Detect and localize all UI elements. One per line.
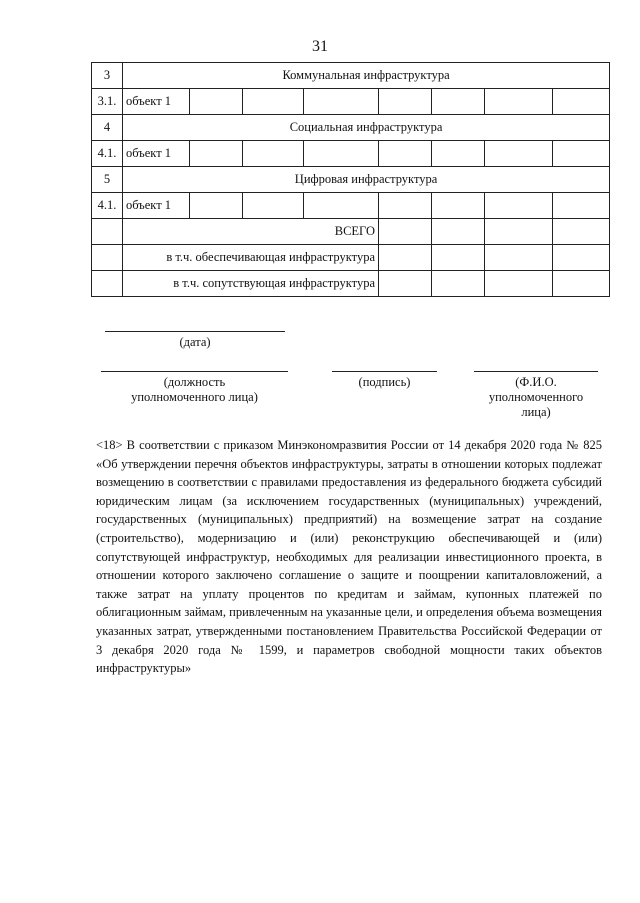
table-row-object bbox=[92, 193, 610, 219]
table-row-total bbox=[92, 219, 610, 245]
table-cell bbox=[304, 89, 379, 115]
footnote-18: <18> В соответствии с приказом Минэкономразвития России от 14 декабря 2020 года № 825 «Об утверждении перечня объектов инфраструктуры, затраты в отношении которых подлежат возмещению в соответствии с правилами предоставления из федерального бюджета субсидий юридическим лицам (за исключением государственных (муниципальных) учреждений, государственных (муниципальных) предприятий) на возмещение затрат на создание (строительство), модернизацию и (или) реконструкцию обеспечивающей и (или) сопутствующей инфраструктур, необходимых для реализации инвестиционного проекта, в отношении которого заключено соглашение о защите и поощрении капиталовложений, а также затрат на уплату процентов по кредитам и займам, купонных платежей по облигационным займам, привлеченным на указанные цели, и определения объема возмещения указанных затрат, утвержденными постановлением Правительства Российской Федерации от 3 декабря 2020 года № 1599, и параметров свободной мощности таких объектов инфраструктуры» bbox=[96, 438, 602, 676]
table-cell bbox=[432, 245, 485, 271]
table-cell bbox=[190, 141, 243, 167]
table-cell bbox=[432, 219, 485, 245]
table-cell bbox=[243, 193, 304, 219]
object-name: объект 1 bbox=[123, 89, 190, 115]
table-cell bbox=[485, 271, 553, 297]
table-cell bbox=[485, 245, 553, 271]
date-line bbox=[105, 331, 285, 332]
table-cell bbox=[379, 271, 432, 297]
section-title: Социальная инфраструктура bbox=[123, 115, 610, 141]
table-cell bbox=[304, 141, 379, 167]
table-row-object bbox=[92, 89, 610, 115]
accompanying-label: в т.ч. сопутствующая инфраструктура bbox=[123, 271, 379, 297]
row-number: 4.1. bbox=[92, 193, 123, 219]
signature-label: (подпись) bbox=[358, 375, 411, 389]
table-cell bbox=[379, 219, 432, 245]
table-cell bbox=[92, 219, 123, 245]
table-cell bbox=[485, 89, 553, 115]
fio-line bbox=[474, 371, 598, 372]
table-cell bbox=[485, 141, 553, 167]
table-row-supporting bbox=[92, 245, 610, 271]
object-name: объект 1 bbox=[123, 193, 190, 219]
fio-label: (Ф.И.О. уполномоченного лица) bbox=[488, 375, 584, 419]
position-label: (должность уполномоченного лица) bbox=[131, 375, 258, 404]
table-cell bbox=[432, 193, 485, 219]
table-cell bbox=[190, 89, 243, 115]
row-number: 5 bbox=[92, 167, 123, 193]
table-row-accompanying bbox=[92, 271, 610, 297]
table-row-section-5 bbox=[92, 167, 610, 193]
table-cell bbox=[92, 245, 123, 271]
object-name: объект 1 bbox=[123, 141, 190, 167]
row-number: 4.1. bbox=[92, 141, 123, 167]
table-cell bbox=[190, 193, 243, 219]
table-cell bbox=[379, 89, 432, 115]
table-cell bbox=[379, 193, 432, 219]
table-row-section-4 bbox=[92, 115, 610, 141]
table-cell bbox=[243, 141, 304, 167]
table-cell bbox=[243, 89, 304, 115]
section-title: Коммунальная инфраструктура bbox=[123, 63, 610, 89]
table-row-object bbox=[92, 141, 610, 167]
table-cell bbox=[553, 245, 610, 271]
table-cell bbox=[379, 141, 432, 167]
section-title: Цифровая инфраструктура bbox=[123, 167, 610, 193]
row-number: 3.1. bbox=[92, 89, 123, 115]
table-cell bbox=[485, 193, 553, 219]
table-cell bbox=[553, 89, 610, 115]
table-cell bbox=[553, 271, 610, 297]
table-row-section-3 bbox=[92, 63, 610, 89]
table-cell bbox=[92, 271, 123, 297]
table-cell bbox=[553, 219, 610, 245]
table-cell bbox=[553, 141, 610, 167]
position-line bbox=[101, 371, 288, 372]
table-cell bbox=[432, 271, 485, 297]
table-cell bbox=[432, 141, 485, 167]
infrastructure-table bbox=[91, 62, 610, 297]
table-cell bbox=[304, 193, 379, 219]
supporting-label: в т.ч. обеспечивающая инфраструктура bbox=[123, 245, 379, 271]
row-number: 4 bbox=[92, 115, 123, 141]
table-cell bbox=[485, 219, 553, 245]
row-number: 3 bbox=[92, 63, 123, 89]
signature-line bbox=[332, 371, 437, 372]
date-label: (дата) bbox=[179, 335, 211, 349]
table-cell bbox=[553, 193, 610, 219]
table-cell bbox=[379, 245, 432, 271]
total-label: ВСЕГО bbox=[123, 219, 379, 245]
page-number: 31 bbox=[312, 38, 328, 55]
table-cell bbox=[432, 89, 485, 115]
